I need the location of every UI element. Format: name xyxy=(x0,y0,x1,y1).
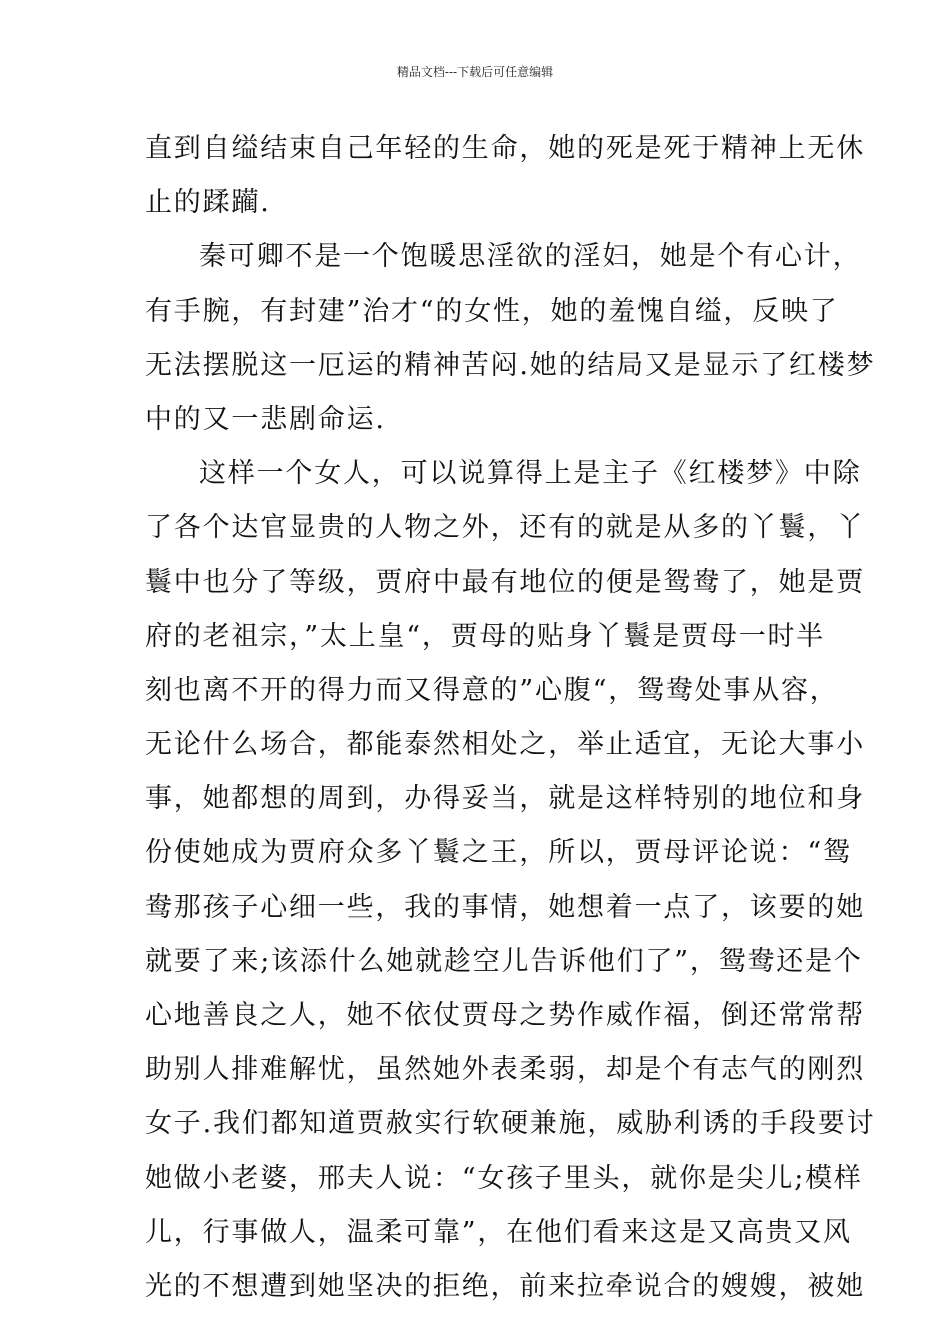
text-line: 有手腕，有封建”治才“的女性，她的羞愧自缢，反映了 xyxy=(145,295,839,327)
text-line: 光的不想遭到她坚决的拒绝，前来拉牵说合的嫂嫂，被她 xyxy=(145,1270,865,1302)
text-line: 女子.我们都知道贾赦实行软硬兼施，威胁利诱的手段要讨 xyxy=(145,1108,876,1140)
text-line: 了各个达官显贵的人物之外，还有的就是从多的丫鬟，丫 xyxy=(145,512,865,544)
text-line: 就要了来;该添什么她就趁空儿告诉他们了”，鸳鸯还是个 xyxy=(145,945,863,977)
text-line: 鬟中也分了等级，贾府中最有地位的便是鸳鸯了，她是贾 xyxy=(145,566,865,598)
text-line: 事，她都想的周到，办得妥当，就是这样特别的地位和身 xyxy=(145,783,865,815)
text-line: 份使她成为贾府众多丫鬟之王，所以，贾母评论说：“鸳 xyxy=(145,837,852,869)
text-line: 无论什么场合，都能泰然相处之，举止适宜，无论大事小 xyxy=(145,729,865,761)
text-line: 儿，行事做人，温柔可靠”，在他们看来这是又高贵又风 xyxy=(145,1216,852,1248)
text-line: 这样一个女人，可以说算得上是主子《红楼梦》中除 xyxy=(199,458,862,490)
text-line: 鸯那孩子心细一些，我的事情，她想着一点了，该要的她 xyxy=(145,891,865,923)
text-line: 中的又一悲剧命运. xyxy=(145,403,386,435)
text-line: 止的蹂躏. xyxy=(145,187,271,219)
text-line: 助别人排难解忧，虽然她外表柔弱，却是个有志气的刚烈 xyxy=(145,1054,865,1086)
text-line: 直到自缢结束自己年轻的生命，她的死是死于精神上无休 xyxy=(145,133,865,164)
text-line: 无法摆脱这一厄运的精神苦闷.她的结局又是显示了红楼梦 xyxy=(145,349,876,381)
text-line: 心地善良之人，她不依仗贾母之势作威作福，倒还常常帮 xyxy=(145,1000,865,1031)
text-line: 秦可卿不是一个饱暖思淫欲的淫妇，她是个有心计， xyxy=(199,241,862,273)
text-line: 她做小老婆，邢夫人说：“女孩子里头，就你是尖儿;模样 xyxy=(145,1162,863,1194)
page-header: 精品文档---下载后可任意编辑 xyxy=(396,65,554,79)
body-text xyxy=(145,122,876,1314)
text-line: 刻也离不开的得力而又得意的”心腹“，鸳鸯处事从容， xyxy=(145,674,839,706)
text-line: 府的老祖宗，”太上皇“，贾母的贴身丫鬟是贾母一时半 xyxy=(145,620,826,652)
